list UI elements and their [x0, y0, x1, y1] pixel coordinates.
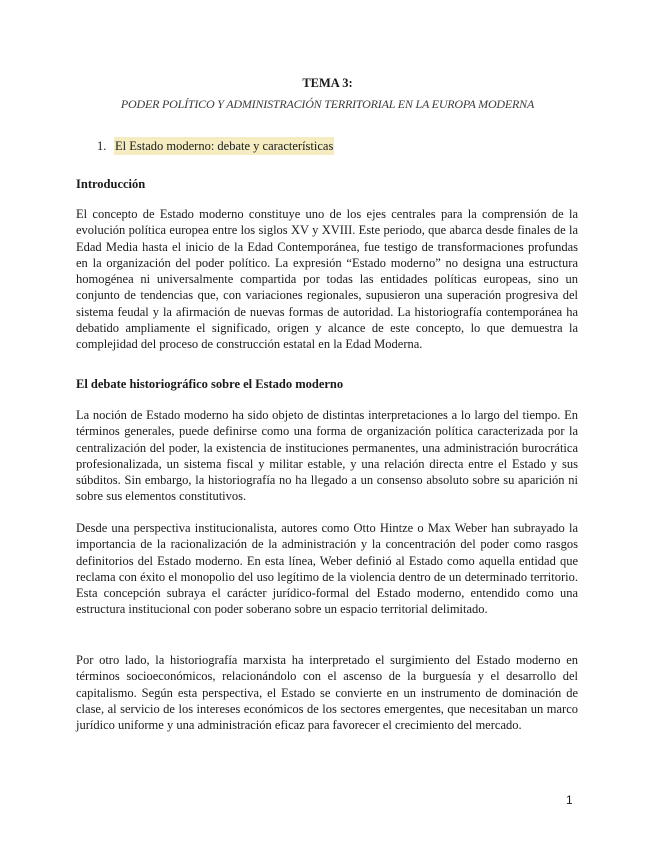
section-number: 1. [97, 139, 107, 153]
paragraph-intro: El concepto de Estado moderno constituye uno de los ejes centrales para la comprensión de la evolución política europea entre los siglos XV y XVIII. Este periodo, que abarca desde finales de la Edad Media hasta el inicio de la Edad Contemporánea, fue testigo de transformaciones profundas en la organización del poder político. La expresión “Estado moderno” no designa una estructura homogénea ni universalmente compartida por todas las entidades políticas europeas, sino un conjunto de tendencias que, con variaciones regionales, supusieron una superación progresiva del sistema feudal y la afirmación de nuevas formas de autoridad. La historiografía contemporánea ha debatido ampliamente el significado, origen y alcance de este concepto, lo que demuestra la complejidad del proceso de construcción estatal en la Edad Moderna. [76, 207, 578, 352]
document-title: TEMA 3: [302, 76, 353, 90]
paragraph-debate-3: Por otro lado, la historiografía marxista ha interpretado el surgimiento del Estado moderno en términos socioeconómicos, relacionándolo con el ascenso de la burguesía y el desarrollo del capitalismo. Según esta perspectiva, el Estado se convierte en un instrumento de dominación de clase, al servicio de los intereses económicos de los sectores emergentes, que necesitaban un marco jurídico uniforme y una administración eficaz para favorecer el crecimiento del mercado. [76, 653, 578, 733]
section-heading [97, 139, 334, 154]
heading-introduccion: Introducción [76, 177, 146, 191]
page-number: 1 [566, 793, 573, 807]
paragraph-debate-2: Desde una perspectiva institucionalista, autores como Otto Hintze o Max Weber han subrayado la importancia de la racionalización de la administración y la concentración del poder como rasgos definitorios del Estado moderno. En esta línea, Weber definió al Estado como aquella entidad que reclama con éxito el monopolio del uso legítimo de la violencia dentro de un determinado territorio. Esta concepción subraya el carácter jurídico-formal del Estado moderno, entendido como una estructura institucional con poder soberano sobre un espacio territorial delimitado. [76, 521, 578, 617]
paragraph-debate-1: La noción de Estado moderno ha sido objeto de distintas interpretaciones a lo largo del tiempo. En términos generales, puede definirse como una forma de organización política caracterizada por la centralización del poder, la existencia de instituciones permanentes, una administración burocrática profesionalizada, un sistema fiscal y militar estable, y una relación directa entre el Estado y sus súbditos. Sin embargo, la historiografía no ha llegado a un consenso absoluto sobre su aparición ni sobre sus elementos constitutivos. [76, 408, 578, 504]
document-subtitle: PODER POLÍTICO Y ADMINISTRACIÓN TERRITORIAL EN LA EUROPA MODERNA [120, 97, 535, 111]
heading-debate: El debate historiográfico sobre el Estado moderno [76, 377, 344, 391]
section-label: El Estado moderno: debate y características [115, 139, 334, 153]
